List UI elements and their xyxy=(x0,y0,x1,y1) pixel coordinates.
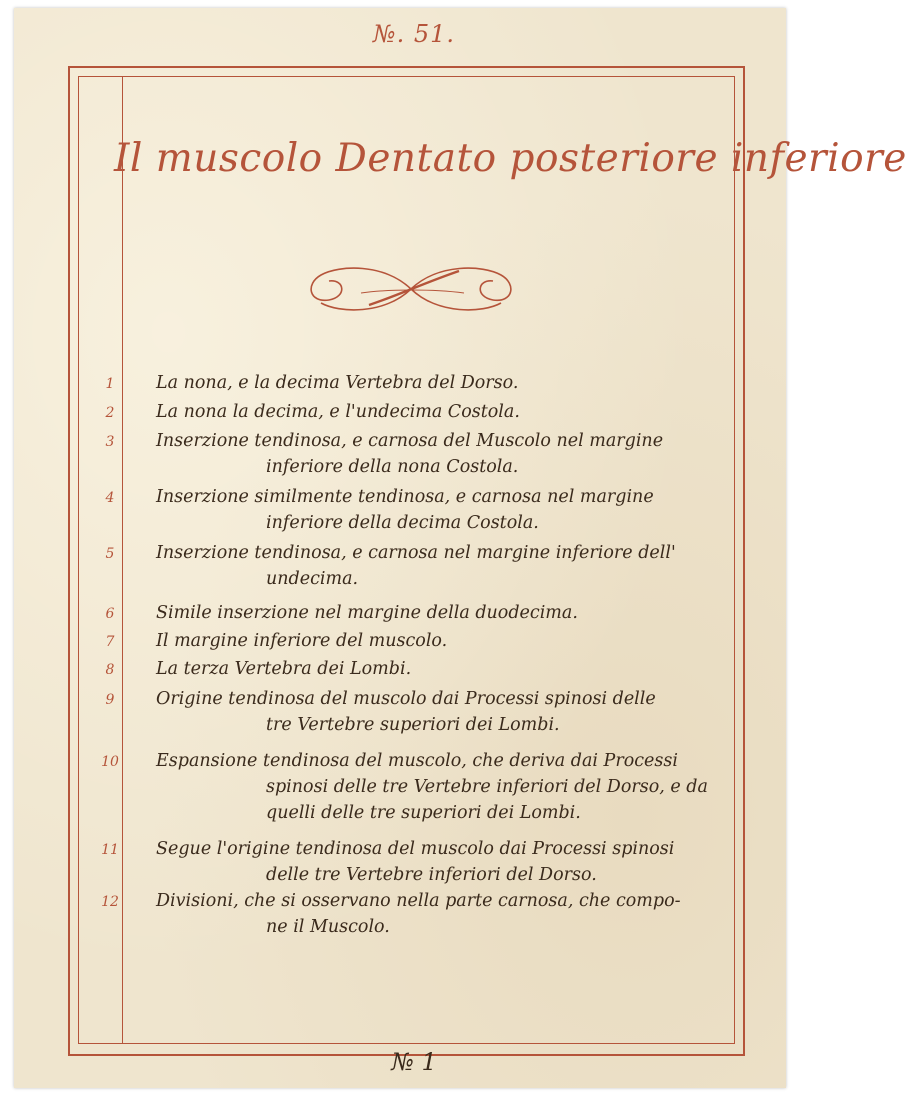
legend-item-text xyxy=(156,540,736,592)
legend-item-number: 4 xyxy=(105,490,115,506)
legend-continuation-line: inferiore della nona Costola. xyxy=(266,457,519,477)
signature-mark: № 1 xyxy=(391,1048,437,1076)
legend-line: Inserzione tendinosa, e carnosa del Muscolo nel margine xyxy=(156,431,664,451)
legend-item-text xyxy=(156,600,736,626)
calligraphic-flourish xyxy=(299,253,524,323)
legend-item-number: 5 xyxy=(105,546,115,562)
legend-line: Simile inserzione nel margine della duodecima. xyxy=(156,603,578,623)
legend-line: Inserzione tendinosa, e carnosa nel margine inferiore dell' xyxy=(156,543,676,563)
legend-item-text xyxy=(156,428,736,480)
legend-line: Inserzione similmente tendinosa, e carnosa nel margine xyxy=(156,487,654,507)
legend-line: La terza Vertebra dei Lombi. xyxy=(156,659,412,679)
page-title: Il muscolo Dentato posteriore inferiore xyxy=(114,136,907,181)
legend-item-number: 12 xyxy=(101,894,119,910)
legend-continuation-line: ne il Muscolo. xyxy=(266,917,390,937)
legend-line: Origine tendinosa del muscolo dai Processi spinosi delle xyxy=(156,689,656,709)
legend-continuation-line: tre Vertebre superiori dei Lombi. xyxy=(266,715,560,735)
legend-item-text xyxy=(156,399,736,425)
legend-continuation-line: spinosi delle tre Vertebre inferiori del Dorso, e da xyxy=(266,777,708,797)
legend-item-number: 11 xyxy=(101,842,119,858)
legend-item-text xyxy=(156,370,736,396)
legend-continuation-line: delle tre Vertebre inferiori del Dorso. xyxy=(266,865,597,885)
legend-continuation-line: inferiore della decima Costola. xyxy=(266,513,539,533)
legend-item-text xyxy=(156,484,736,536)
legend-continuation-line: undecima. xyxy=(266,569,359,589)
plate-number: №. 51. xyxy=(372,20,456,48)
legend-item-number: 3 xyxy=(105,434,115,450)
legend-item-text xyxy=(156,656,736,682)
legend-item-number: 6 xyxy=(105,606,115,622)
manuscript-page xyxy=(14,8,907,1088)
legend-item-number: 9 xyxy=(105,692,115,708)
legend-line: La nona la decima, e l'undecima Costola. xyxy=(156,402,520,422)
legend-item-text xyxy=(156,836,736,888)
legend-item-text xyxy=(156,888,736,940)
legend-line: La nona, e la decima Vertebra del Dorso. xyxy=(156,373,519,393)
legend-item-text xyxy=(156,748,736,826)
legend-item-number: 10 xyxy=(101,754,119,770)
legend-line: Segue l'origine tendinosa del muscolo dai Processi spinosi xyxy=(156,839,675,859)
legend-item-number: 8 xyxy=(105,662,115,678)
legend-item-text xyxy=(156,686,736,738)
legend-item-number: 7 xyxy=(105,634,115,650)
legend-item-number: 1 xyxy=(105,376,115,392)
legend-line: Il margine inferiore del muscolo. xyxy=(156,631,448,651)
legend-line: Divisioni, che si osservano nella parte carnosa, che compo- xyxy=(156,891,681,911)
legend-item-text xyxy=(156,628,736,654)
legend-continuation-line: quelli delle tre superiori dei Lombi. xyxy=(266,803,581,823)
legend-item-number: 2 xyxy=(105,405,115,421)
legend-line: Espansione tendinosa del muscolo, che deriva dai Processi xyxy=(156,751,678,771)
number-column-rule xyxy=(122,77,123,1043)
